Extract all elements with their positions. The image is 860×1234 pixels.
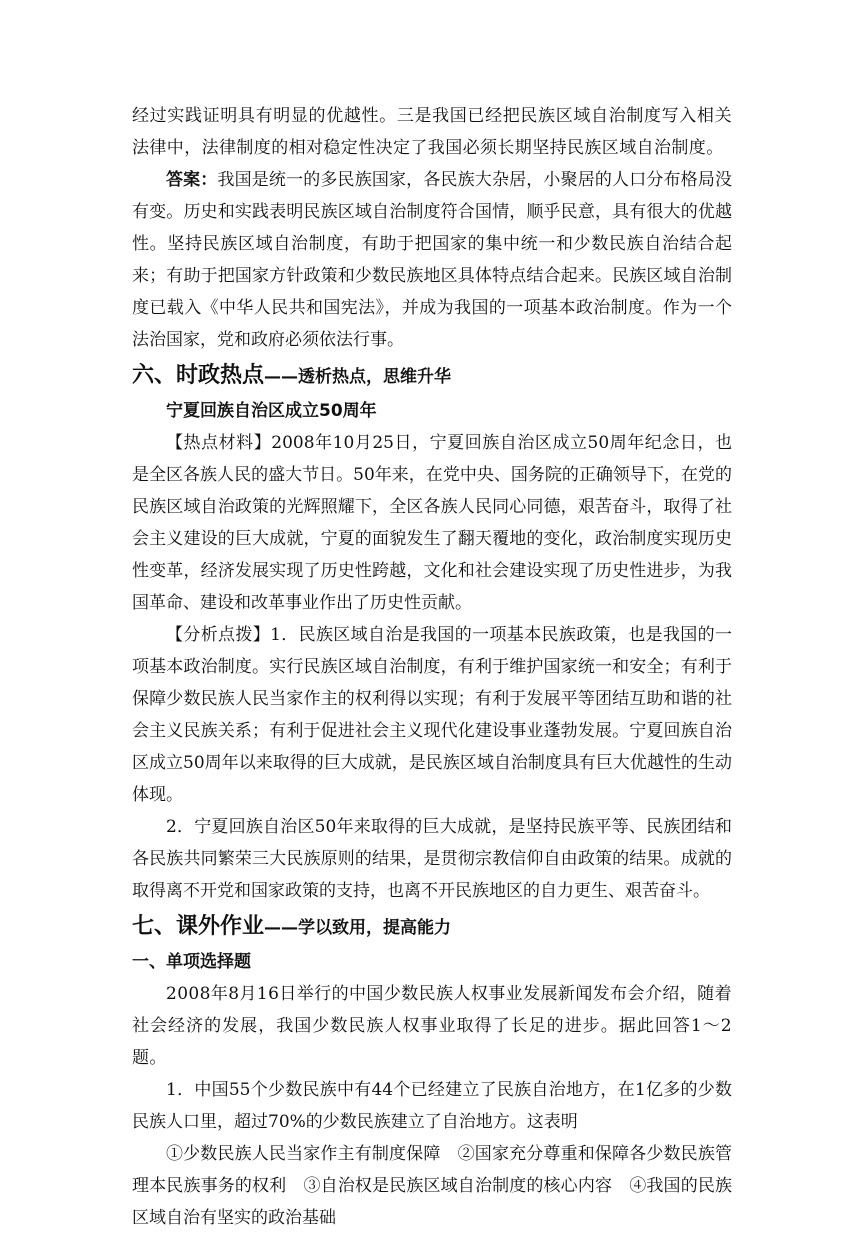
question-lead-paragraph: 2008年8月16日举行的中国少数民族人权事业发展新闻发布会介绍，随着社会经济的发展，我国少数民族人权事业取得了长足的进步。据此回答1～2题。 bbox=[132, 984, 732, 1068]
section-6-topic: 宁夏回族自治区成立50周年 bbox=[166, 401, 377, 421]
intro-paragraph: 经过实践证明具有明显的优越性。三是我国已经把民族区域自治制度写入相关法律中，法律制度的相对稳定性决定了我国必须长期坚持民族区域自治制度。 bbox=[132, 106, 732, 158]
section-6-heading bbox=[132, 358, 732, 395]
answer-text: 我国是统一的多民族国家，各民族大杂居，小聚居的人口分布格局没有变。历史和实践表明民族区域自治制度符合国情，顺乎民意，具有很大的优越性。坚持民族区域自治制度，有助于把国家的集中统一和少数民族自治结合起来；有助于把国家方针政策和少数民族地区具体特点结合起来。民族区域自治制度已载入《中华人民共和国宪法》，并成为我国的一项基本政治制度。作为一个法治国家，党和政府必须依法行事。 bbox=[132, 170, 732, 350]
section-7-subtitle: ——学以致用，提高能力 bbox=[264, 918, 452, 938]
part-1-heading: 一、单项选择题 bbox=[132, 952, 251, 972]
hot-material-paragraph: 【热点材料】2008年10月25日，宁夏回族自治区成立50周年纪念日，也是全区各族人民的盛大节日。50年来，在党中央、国务院的正确领导下，在党的民族区域自治政策的光辉照耀下，全区各族人民同心同德，艰苦奋斗，取得了社会主义建设的巨大成就，宁夏的面貌发生了翻天覆地的变化，政治制度实现历史性变革，经济发展实现了历史性跨越，文化和社会建设实现了历史性进步，为我国革命、建设和改革事业作出了历史性贡献。 bbox=[132, 433, 732, 613]
analysis-paragraph-2: 2．宁夏回族自治区50年来取得的巨大成就，是坚持民族平等、民族团结和各民族共同繁荣三大民族原则的结果，是贯彻宗教信仰自由政策的结果。成就的取得离不开党和国家政策的支持，也离不开民族地区的自力更生、艰苦奋斗。 bbox=[132, 817, 732, 901]
document-page bbox=[132, 100, 732, 1234]
section-6-subtitle: ——透析热点，思维升华 bbox=[264, 367, 452, 387]
answer-label: 答案： bbox=[166, 170, 218, 190]
answer-paragraph bbox=[132, 164, 732, 356]
section-7-heading bbox=[132, 909, 732, 946]
analysis-paragraph-1: 【分析点拨】1．民族区域自治是我国的一项基本民族政策，也是我国的一项基本政治制度。实行民族区域自治制度，有利于维护国家统一和安全；有利于保障少数民族人民当家作主的权利得以实现；有利于发展平等团结互助和谐的社会主义民族关系；有利于促进社会主义现代化建设事业蓬勃发展。宁夏回族自治区成立50周年以来取得的巨大成就，是民族区域自治制度具有巨大优越性的生动体现。 bbox=[132, 625, 732, 805]
question-1-options: ①少数民族人民当家作主有制度保障 ②国家充分尊重和保障各少数民族管理本民族事务的权利 ③自治权是民族区域自治制度的核心内容 ④我国的民族区域自治有坚实的政治基础 bbox=[132, 1144, 732, 1228]
section-6-title: 六、时政热点 bbox=[132, 363, 265, 388]
question-1: 1．中国55个少数民族中有44个已经建立了民族自治地方，在1亿多的少数民族人口里，超过70%的少数民族建立了自治地方。这表明 bbox=[132, 1080, 732, 1132]
section-7-title: 七、课外作业 bbox=[132, 914, 265, 939]
